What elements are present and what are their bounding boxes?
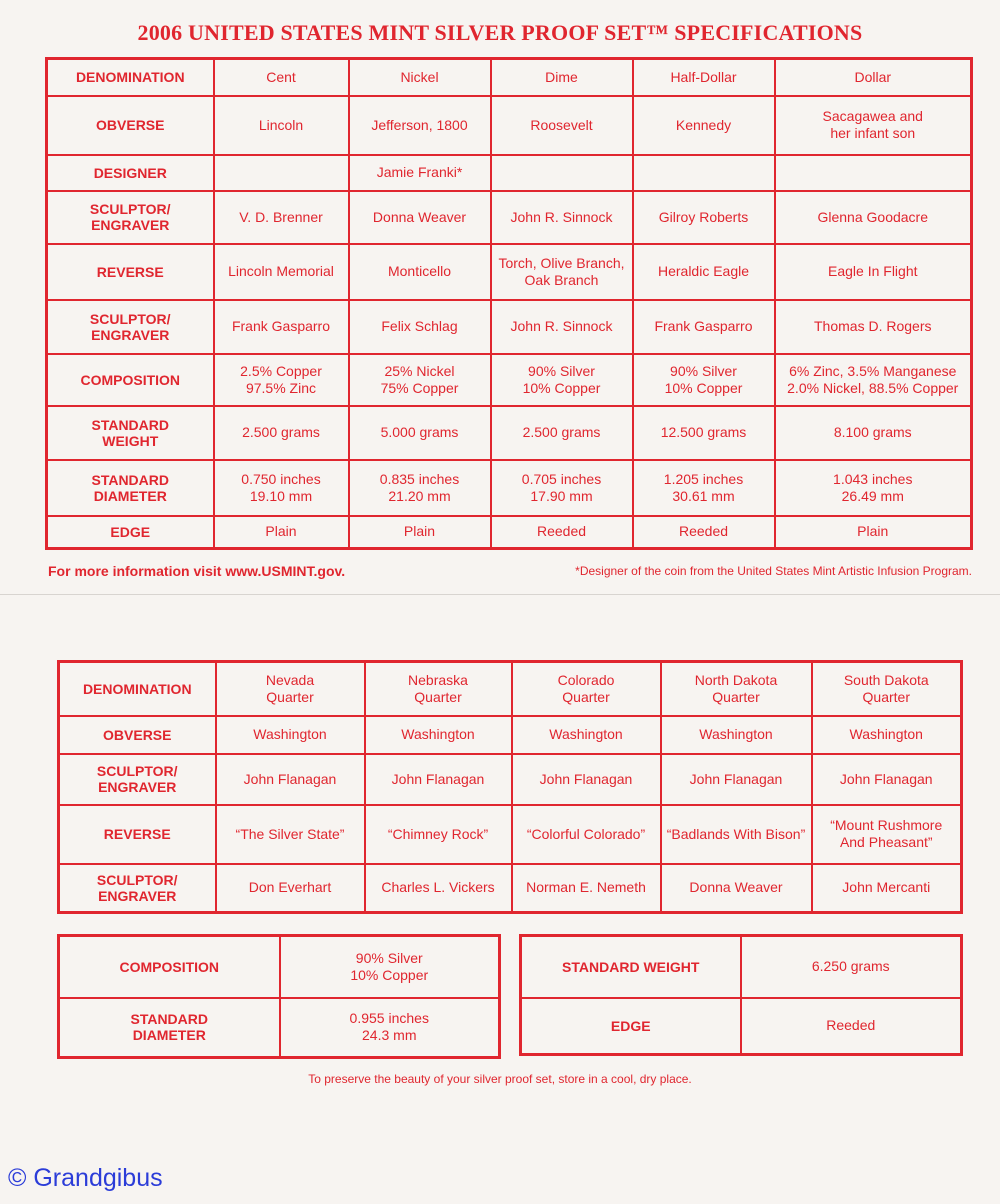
table-cell: John Flanagan [812,754,962,805]
table-row [59,998,500,1058]
table-cell: V. D. Brenner [214,191,349,244]
table-cell: “Chimney Rock” [365,805,512,864]
table-cell: Dime [491,59,633,96]
table-cell: Eagle In Flight [775,244,972,300]
row-label: REVERSE [47,244,214,300]
table-cell: Gilroy Roberts [633,191,775,244]
table-cell: Sacagawea and her infant son [775,96,972,155]
row-label: EDGE [521,998,741,1055]
table-row [59,754,962,805]
table-cell [214,155,349,191]
table-cell: 0.835 inches 21.20 mm [349,460,491,516]
table-cell: Thomas D. Rogers [775,300,972,354]
table-row [47,460,972,516]
more-info-link: For more information visit www.USMINT.gov. [48,563,346,579]
row-label: COMPOSITION [47,354,214,406]
table-cell: 6.250 grams [741,936,962,998]
table-cell: 0.705 inches 17.90 mm [491,460,633,516]
row-label: SCULPTOR/ ENGRAVER [59,864,216,913]
table-cell: Dollar [775,59,972,96]
table-cell: 1.043 inches 26.49 mm [775,460,972,516]
table-cell: 1.205 inches 30.61 mm [633,460,775,516]
coin-spec-table [45,57,973,550]
table-cell: Reeded [741,998,962,1055]
table-row [47,406,972,460]
table-row [47,59,972,96]
table-cell: 0.750 inches 19.10 mm [214,460,349,516]
table-cell: Torch, Olive Branch, Oak Branch [491,244,633,300]
table-cell: Donna Weaver [349,191,491,244]
table-cell: John Flanagan [661,754,812,805]
table-cell: 90% Silver 10% Copper [633,354,775,406]
copyright-watermark: © Grandgibus [8,1164,163,1192]
table-row [521,936,962,998]
fold-line [0,594,1000,595]
row-label: DESIGNER [47,155,214,191]
row-label: DENOMINATION [59,662,216,716]
table-cell: Glenna Goodacre [775,191,972,244]
table-row [47,516,972,549]
table-cell: Washington [216,716,365,754]
table-row [47,354,972,406]
table-row [59,805,962,864]
row-label: REVERSE [59,805,216,864]
table-cell: Jefferson, 1800 [349,96,491,155]
table-cell: Roosevelt [491,96,633,155]
table-cell: Nevada Quarter [216,662,365,716]
table-cell: Nebraska Quarter [365,662,512,716]
table-cell: Donna Weaver [661,864,812,913]
table-cell: John Flanagan [365,754,512,805]
table-cell: Charles L. Vickers [365,864,512,913]
table-row [521,998,962,1055]
preserve-note: To preserve the beauty of your silver proof set, store in a cool, dry place. [308,1072,692,1086]
table-cell: South Dakota Quarter [812,662,962,716]
table-row [47,155,972,191]
table-row [59,864,962,913]
table-cell: Plain [349,516,491,549]
table-cell: 8.100 grams [775,406,972,460]
table-cell: “Colorful Colorado” [512,805,661,864]
table-row [47,300,972,354]
table-cell: Monticello [349,244,491,300]
table-cell: John R. Sinnock [491,300,633,354]
table-row [59,662,962,716]
table-cell [633,155,775,191]
designer-footnote: *Designer of the coin from the United States Mint Artistic Infusion Program. [575,564,972,578]
quarter-spec-table [57,660,963,914]
table-cell [491,155,633,191]
row-label: STANDARD DIAMETER [59,998,280,1058]
table-cell: Norman E. Nemeth [512,864,661,913]
table-cell: Felix Schlag [349,300,491,354]
table-cell: 25% Nickel 75% Copper [349,354,491,406]
table-cell: Lincoln Memorial [214,244,349,300]
table-cell: Cent [214,59,349,96]
row-label: DENOMINATION [47,59,214,96]
table-cell: Reeded [491,516,633,549]
row-label: OBVERSE [47,96,214,155]
table-cell: Frank Gasparro [633,300,775,354]
table-cell: Heraldic Eagle [633,244,775,300]
table-cell: John R. Sinnock [491,191,633,244]
table-cell: 2.500 grams [214,406,349,460]
table-cell: Kennedy [633,96,775,155]
table-cell: 90% Silver 10% Copper [491,354,633,406]
table-cell: Colorado Quarter [512,662,661,716]
table-cell: Frank Gasparro [214,300,349,354]
table-row [59,936,500,998]
row-label: STANDARD DIAMETER [47,460,214,516]
row-label: OBVERSE [59,716,216,754]
table-cell: “Badlands With Bison” [661,805,812,864]
table-cell: 0.955 inches 24.3 mm [280,998,500,1058]
table-cell: “The Silver State” [216,805,365,864]
table-cell: Half-Dollar [633,59,775,96]
table-cell: Washington [512,716,661,754]
row-label: SCULPTOR/ ENGRAVER [47,191,214,244]
table-cell: Don Everhart [216,864,365,913]
quarter-weight-table [519,934,963,1056]
table-cell: 12.500 grams [633,406,775,460]
table-cell: Washington [661,716,812,754]
table-cell: Nickel [349,59,491,96]
row-label: COMPOSITION [59,936,280,998]
table-row [59,716,962,754]
table-cell: 90% Silver 10% Copper [280,936,500,998]
table-cell: Lincoln [214,96,349,155]
table-cell: Jamie Franki* [349,155,491,191]
table-cell: 6% Zinc, 3.5% Manganese 2.0% Nickel, 88.5% Copper [775,354,972,406]
table-cell: John Mercanti [812,864,962,913]
table-cell: Reeded [633,516,775,549]
table-cell: 2.500 grams [491,406,633,460]
table-cell: John Flanagan [512,754,661,805]
row-label: STANDARD WEIGHT [521,936,741,998]
table-cell: 2.5% Copper 97.5% Zinc [214,354,349,406]
row-label: SCULPTOR/ ENGRAVER [59,754,216,805]
table-cell [775,155,972,191]
table-cell: John Flanagan [216,754,365,805]
table-cell: 5.000 grams [349,406,491,460]
table-cell: Plain [214,516,349,549]
quarter-composition-table [57,934,501,1059]
row-label: EDGE [47,516,214,549]
table-row [47,96,972,155]
table-cell: Plain [775,516,972,549]
page-title: 2006 UNITED STATES MINT SILVER PROOF SET™ SPECIFICATIONS [137,20,863,45]
table-cell: “Mount Rushmore And Pheasant” [812,805,962,864]
table-row [47,191,972,244]
table-cell: Washington [812,716,962,754]
table-cell: Washington [365,716,512,754]
table-row [47,244,972,300]
row-label: STANDARD WEIGHT [47,406,214,460]
row-label: SCULPTOR/ ENGRAVER [47,300,214,354]
table-cell: North Dakota Quarter [661,662,812,716]
